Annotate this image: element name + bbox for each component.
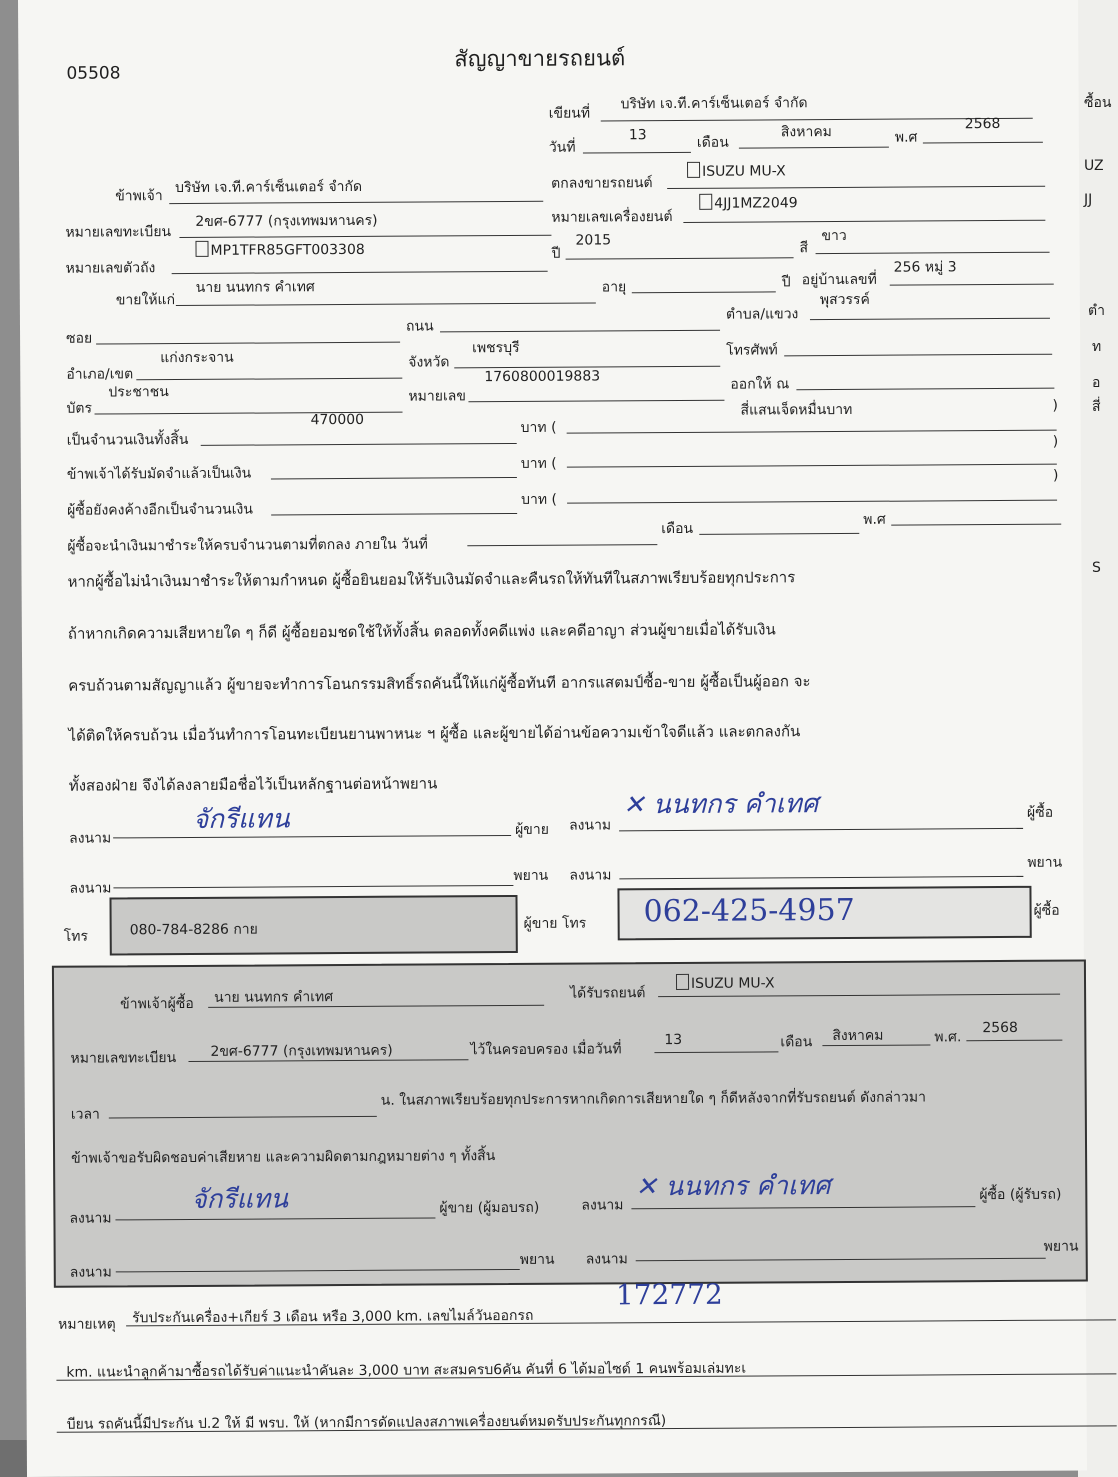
buyer-name: นาย นนทกร คำเทศ (195, 279, 315, 296)
receipt-buyer-signature: ✕ นนทกร คำเทศ (635, 1171, 831, 1203)
receipt-plate: 2ขศ-6777 (กรุงเทพมหานคร) (210, 1042, 393, 1060)
witness-role: พยาน (519, 1251, 555, 1268)
house-line (890, 284, 1054, 286)
due-month-label: เดือน (661, 520, 694, 538)
possession-label: ไว้ในครอบครอง เมื่อวันที่ (470, 1041, 622, 1059)
receipt-buyer-role: ผู้ซื้อ (ผู้รับรถ) (979, 1186, 1062, 1204)
issued-at-line (796, 388, 1054, 391)
witness-role: พยาน (1027, 854, 1063, 871)
remarks-line-3: บียน รถคันนี้มีประกัน ป.2 ให้ มี พรบ. ให้ (หากมีการดัดแปลงสภาพเครื่องยนต์หมดรับประกันทุกกรณี) (66, 1413, 667, 1433)
engine-label: หมายเลขเครื่องยนต์ (551, 209, 673, 226)
seller-signature: จักรีแทน (192, 804, 290, 835)
district-label: อำเภอ/เขต (66, 366, 134, 383)
edge-text: สี่ (1092, 399, 1101, 415)
receipt-seller-role: ผู้ขาย (ผู้มอบรถ) (439, 1199, 540, 1217)
engine-value: 4JJ1MZ2049 (699, 193, 797, 212)
total-baht: บาท ( (520, 419, 557, 436)
house-label: อยู่บ้านเลขที่ (801, 271, 877, 289)
car-line (667, 186, 1045, 189)
contract-page (18, 0, 1087, 1477)
total-line (201, 443, 517, 446)
received-label: ได้รับรถยนต์ (570, 985, 646, 1002)
remarks-line-2: km. แนะนำลูกค้ามาซื้อรถได้รับค่าแนะนำคันละ 3,000 บาท สะสมครบ6คัน คันที่ 6 ได้มอไซด์ 1 คนพร้อมเล่มทะเ (66, 1360, 747, 1381)
card-number-label: หมายเลข (408, 388, 466, 405)
due-day-line (467, 544, 657, 546)
received-car: ISUZU MU-X (676, 973, 775, 992)
terms-line: หากผู้ซื้อไม่นำเงินมาชำระให้ตามกำหนด ผู้ซื้อยินยอมให้รับเงินมัดจำและคืนรถให้ทันทีในสภาพเรียบร้อยทุกประการ (67, 568, 796, 591)
phone-line (784, 354, 1052, 357)
province-value: เพชรบุรี (472, 339, 520, 357)
date-day: 13 (628, 127, 647, 144)
receipt-year: 2568 (982, 1019, 1018, 1037)
model-year-label: ปี (551, 245, 561, 262)
color-line (816, 252, 1050, 254)
buyer-signature: ✕ นนทกร คำเทศ (622, 789, 819, 821)
receipt-year-label: พ.ศ. (934, 1029, 962, 1046)
receipt-plate-label: หมายเลขทะเบียน (70, 1050, 177, 1067)
terms-line: ได้ติดให้ครบถ้วน เมื่อวันทำการโอนทะเบียนยานพาหนะ ฯ ผู้ซื้อ และผู้ขายได้อ่านข้อความเข้าใจดีแล้ว และตกลงกัน (68, 722, 801, 745)
written-at-label: เขียนที่ (548, 105, 591, 122)
seller-phone: 080-784-8286 กาย (129, 921, 258, 939)
time-label: เวลา (70, 1106, 100, 1123)
edge-text: ซื้อน (1084, 95, 1112, 111)
page-title: สัญญาขายรถยนต์ (454, 46, 626, 73)
chassis-label: หมายเลขตัวถัง (65, 260, 156, 277)
cross-mark-icon: ✕ (622, 790, 654, 821)
agree-sell-label: ตกลงขายรถยนต์ (551, 175, 653, 192)
sign-label: ลงนาม (69, 1264, 112, 1281)
model-year-line (566, 257, 794, 259)
date-label: วันที่ (548, 139, 576, 156)
color-label: สี (799, 240, 809, 257)
receipt-seller-signature: จักรีแทน (191, 1184, 289, 1215)
remaining-baht: บาท ( (521, 491, 558, 508)
condition-text: น. ในสภาพเรียบร้อยทุกประการหากเกิดการเสียหายใด ๆ ก็ดีหลังจากที่รับรถยนต์ ดังกล่าวมา (380, 1089, 926, 1109)
province-label: จังหวัด (408, 354, 450, 371)
card-value: ประชาชน (108, 384, 169, 401)
seller-role: ผู้ขาย (515, 821, 549, 838)
chassis-line (172, 271, 548, 274)
house-value: 256 หมู่ 3 (893, 259, 957, 276)
total-label: เป็นจำนวนเงินทั้งสิ้น (66, 431, 189, 449)
month-label: เดือน (696, 134, 729, 151)
total-close: ) (1052, 397, 1059, 414)
seller-sign-line (113, 835, 511, 838)
document-number: 05508 (66, 63, 121, 84)
age-label: อายุ (601, 279, 627, 296)
road-label: ถนน (405, 318, 434, 335)
seller-phone-label: ผู้ขาย โทร (523, 915, 587, 932)
witness2-sign-line (619, 876, 1023, 879)
card-number-value: 1760800019883 (484, 368, 601, 386)
soi-line (96, 342, 400, 345)
remarks-label: หมายเหตุ (58, 1316, 116, 1333)
due-label: ผู้ซื้อจะนำเงินมาชำระให้ครบจำนวนตามที่ตกลง ภายใน วันที่ (67, 536, 428, 555)
model-year-value: 2015 (575, 232, 612, 249)
edge-text: JJ (1084, 192, 1093, 208)
deposit-text-line (567, 464, 1057, 468)
subdistrict-label: ตำบล/แขวง (725, 306, 799, 323)
edge-text: อ (1092, 375, 1101, 391)
total-text: สี่แสนเจ็ดหมื่นบาท (740, 401, 853, 419)
buyer-line (176, 302, 596, 306)
witness-role: พยาน (1043, 1238, 1079, 1255)
deposit-label: ข้าพเจ้าได้รับมัดจำแล้วเป็นเงิน (66, 465, 252, 483)
age-unit: ปี (781, 274, 791, 291)
seller-name: บริษัท เจ.ที.คาร์เซ็นเตอร์ จำกัด (175, 178, 363, 197)
buyer-phone: 062-425-4957 (643, 892, 855, 930)
buyer-role: ผู้ซื้อ (1033, 902, 1060, 919)
sign-label: ลงนาม (569, 867, 612, 884)
terms-line: ถ้าหากเกิดความเสียหายใด ๆ ก็ดี ผู้ซื้อยอมชดใช้ให้ทั้งสิ้น ตลอดทั้งคดีแพ่ง และคดีอาญา ส่วนผู้ขายเมื่อได้รับเงิน (67, 620, 776, 643)
total-text-line (567, 430, 1057, 434)
receipt-month: สิงหาคม (832, 1027, 884, 1045)
receipt-section (52, 959, 1088, 1287)
edge-text: S (1092, 560, 1101, 576)
witness-role: พยาน (513, 867, 549, 884)
deposit-close: ) (1052, 433, 1059, 450)
engine-line (683, 220, 1045, 223)
road-line (440, 330, 720, 333)
remaining-label: ผู้ซื้อยังคงค้างอีกเป็นจำนวนเงิน (67, 501, 253, 519)
sign-label: ลงนาม (69, 830, 112, 847)
issued-at-label: ออกให้ ณ (730, 376, 790, 393)
remaining-text-line (567, 500, 1057, 504)
year-label: พ.ศ (894, 129, 918, 146)
sign-label: ลงนาม (569, 817, 612, 834)
receipt-buyer-name: นาย นนทกร คำเทศ (214, 989, 334, 1006)
deposit-line (271, 477, 517, 480)
phone-label: โทรศัพท์ (726, 342, 778, 359)
edge-text: ท (1092, 339, 1102, 355)
chassis-value: MP1TFR85GFT003308 (195, 240, 364, 259)
possession-day: 13 (664, 1031, 683, 1049)
year-line (923, 142, 1043, 144)
responsibility-text: ข้าพเจ้าขอรับผิดชอบค่าเสียหาย และความผิดตามกฎหมายต่าง ๆ ทั้งสิ้น (71, 1148, 496, 1167)
plate-line (179, 235, 551, 238)
due-month-line (699, 533, 859, 535)
date-line (583, 152, 691, 154)
seller-line (169, 201, 543, 204)
edge-text: UZ (1084, 158, 1104, 174)
sign-label: ลงนาม (69, 1210, 112, 1227)
year-value: 2568 (964, 116, 1001, 133)
plate-value: 2ขศ-6777 (กรุงเทพมหานคร) (195, 212, 378, 230)
soi-label: ซอย (66, 330, 93, 347)
sign-label: ลงนาม (69, 880, 112, 897)
subdistrict-line (810, 318, 1050, 320)
remaining-line (271, 513, 517, 516)
terms-line: ทั้งสองฝ่าย จึงได้ลงลายมือชื่อไว้เป็นหลักฐานต่อหน้าพยาน (68, 774, 438, 795)
written-at-value: บริษัท เจ.ที.คาร์เซ็นเตอร์ จำกัด (620, 95, 808, 113)
phone-label: โทร (63, 928, 89, 945)
subdistrict-value: พุสวรรค์ (819, 291, 870, 309)
terms-line: ครบถ้วนตามสัญญาแล้ว ผู้ขายจะทำการโอนกรรมสิทธิ์รถคันนี้ให้แก่ผู้ซื้อทันที อากรแสตมป์ซื้อ-ขาย ผู้ซื้อเป็นผู้ออก จะ (68, 672, 811, 695)
due-year-line (891, 524, 1061, 526)
receipt-buyer-label: ข้าพเจ้าผู้ซื้อ (120, 995, 194, 1013)
district-line (136, 378, 402, 381)
total-value: 470000 (310, 411, 365, 429)
district-value: แก่งกระจาน (160, 349, 234, 367)
sign-label: ลงนาม (585, 1251, 628, 1268)
color-value: ขาว (821, 227, 847, 245)
sell-to-label: ขายให้แก่ (115, 292, 176, 309)
seller-label: ข้าพเจ้า (115, 188, 163, 205)
cross-mark-icon: ✕ (635, 1172, 666, 1203)
receipt-month-label: เดือน (780, 1034, 813, 1051)
month-line (739, 147, 889, 149)
remarks-line-1: รับประกันเครื่อง+เกียร์ 3 เดือน หรือ 3,000 km. เลขไมล์วันออกรถ (132, 1307, 534, 1327)
remaining-close: ) (1052, 467, 1059, 484)
card-number-line (468, 400, 724, 403)
car-model: ISUZU MU-X (687, 161, 786, 180)
witness-sign-line (113, 885, 513, 888)
plate-label: หมายเลขทะเบียน (65, 224, 172, 241)
deposit-baht: บาท ( (520, 455, 557, 472)
sign-label: ลงนาม (581, 1197, 624, 1214)
mileage-value: 172772 (615, 1277, 723, 1312)
month-value: สิงหาคม (780, 124, 832, 141)
card-label: บัตร (66, 400, 93, 417)
due-year-label: พ.ศ (863, 511, 886, 528)
edge-text: ตำ (1088, 303, 1105, 319)
buyer-role: ผู้ซื้อ (1026, 804, 1054, 821)
buyer-sign-line (619, 828, 1023, 831)
age-line (632, 291, 776, 293)
